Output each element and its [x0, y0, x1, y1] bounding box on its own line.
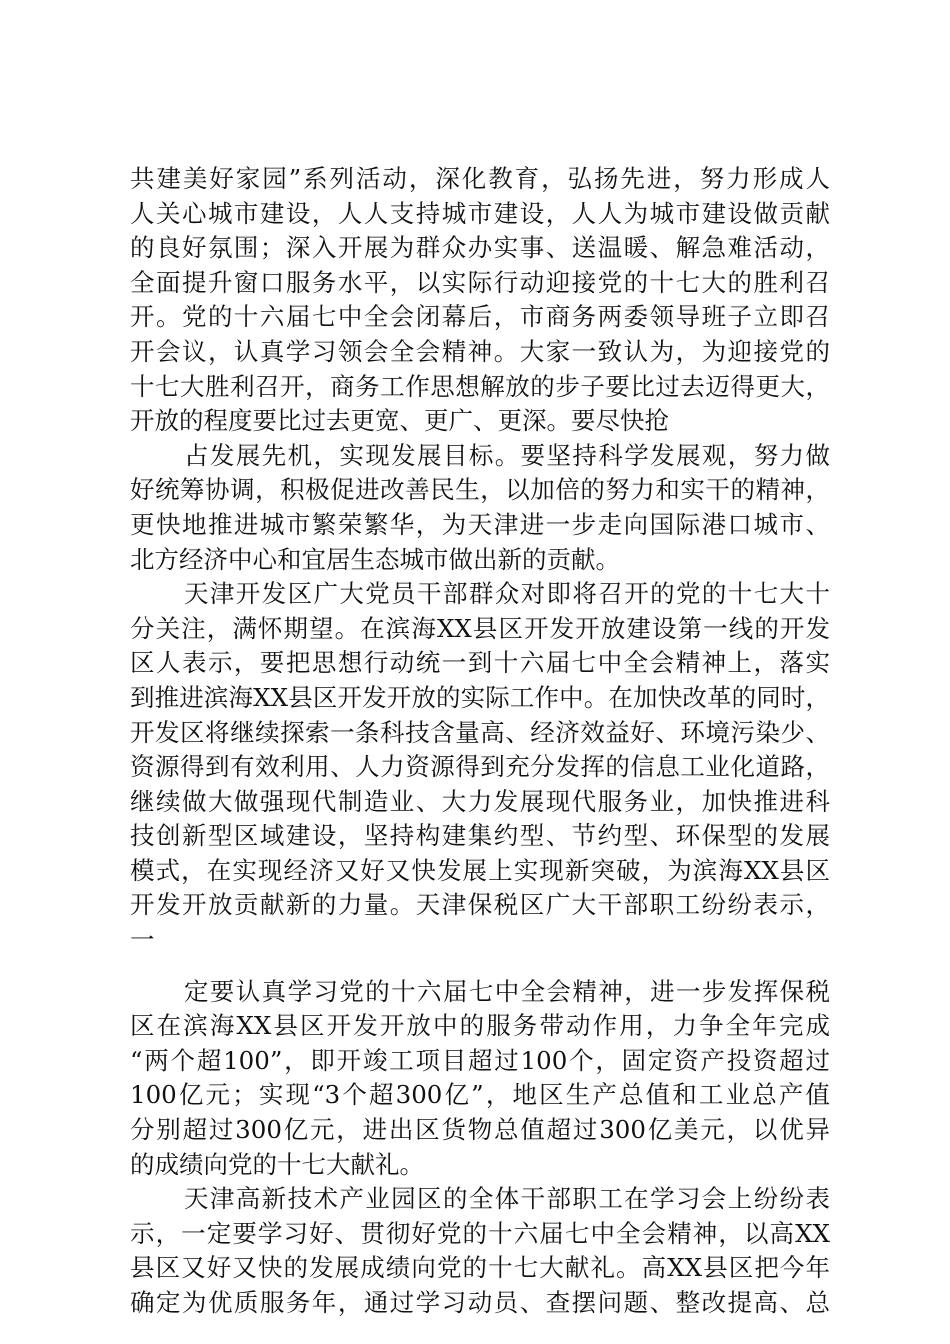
text-line: 的成绩向党的十七大献礼。 — [130, 1149, 424, 1179]
text-line: 全面提升窗口服务水平，以实际行动迎接党的十七大的胜利召 — [130, 267, 830, 297]
text-line: 开会议，认真学习领会全会精神。大家一致认为，为迎接党的 — [130, 336, 830, 366]
text-line: 技创新型区域建设，坚持构建集约型、节约型、环保型的发展 — [130, 821, 830, 851]
document-body — [130, 162, 830, 1321]
text-line: 分关注，满怀期望。在滨海XX县区开发开放建设第一线的开发 — [130, 613, 830, 643]
text-line: 十七大胜利召开，商务工作思想解放的步子要比过去迈得更大， — [130, 371, 830, 401]
text-line: 的良好氛围；深入开展为群众办实事、送温暖、解急难活动， — [130, 233, 830, 263]
text-line: 定要认真学习党的十六届七中全会精神，进一步发挥保税 — [184, 976, 830, 1006]
text-line: 确定为优质服务年，通过学习动员、查摆问题、整改提高、总 — [130, 1288, 830, 1317]
text-line: 区人表示，要把思想行动统一到十六届七中全会精神上，落实 — [130, 648, 830, 678]
text-line: 开放的程度要比过去更宽、更广、更深。要尽快抢 — [130, 406, 669, 436]
text-line: 人关心城市建设，人人支持城市建设，人人为城市建设做贡献 — [130, 198, 830, 228]
text-line: 开。党的十六届七中全会闭幕后，市商务两委领导班子立即召 — [130, 302, 830, 332]
paragraph-gap — [130, 958, 830, 975]
text-line: 开发区将继续探索一条科技含量高、经济效益好、环境污染少、 — [130, 717, 830, 747]
text-line: 模式，在实现经济又好又快发展上实现新突破，为滨海XX县区 — [130, 855, 830, 885]
text-line: 更快地推进城市繁荣繁华，为天津进一步走向国际港口城市、 — [130, 509, 830, 539]
text-line: 区在滨海XX县区开发开放中的服务带动作用，力争全年完成 — [130, 1011, 830, 1041]
text-line: 继续做大做强现代制造业、大力发展现代服务业，加快推进科 — [130, 786, 830, 816]
text-line: 占发展先机，实现发展目标。要坚持科学发展观，努力做 — [184, 440, 830, 470]
text-line: 100亿元；实现“3个超300亿”，地区生产总值和工业总产值 — [130, 1080, 830, 1110]
text-line: 天津开发区广大党员干部群众对即将召开的党的十七大十 — [184, 579, 830, 609]
text-line: 资源得到有效利用、人力资源得到充分发挥的信息工业化道路， — [130, 752, 830, 782]
text-line: 好统筹协调，积极促进改善民生，以加倍的努力和实干的精神， — [130, 475, 830, 505]
text-line: 共建美好家园”系列活动，深化教育，弘扬先进，努力形成人 — [130, 164, 830, 193]
text-line: 天津高新技术产业园区的全体干部职工在学习会上纷纷表 — [184, 1184, 830, 1214]
text-line: “两个超100”，即开竣工项目超过100个，固定资产投资超过 — [130, 1045, 830, 1075]
text-line: 一 — [130, 925, 155, 955]
text-line: 示，一定要学习好、贯彻好党的十六届七中全会精神，以高XX — [130, 1218, 830, 1248]
text-line: 北方经济中心和宜居生态城市做出新的贡献。 — [130, 544, 620, 574]
text-line: 到推进滨海XX县区开发开放的实际工作中。在加快改革的同时， — [130, 682, 830, 712]
text-line: 分别超过300亿元，进出区货物总值超过300亿美元，以优异 — [130, 1115, 830, 1145]
text-line: 县区又好又快的发展成绩向党的十七大献礼。高XX县区把今年 — [130, 1253, 830, 1283]
text-line: 开发开放贡献新的力量。天津保税区广大干部职工纷纷表示， — [130, 890, 830, 920]
